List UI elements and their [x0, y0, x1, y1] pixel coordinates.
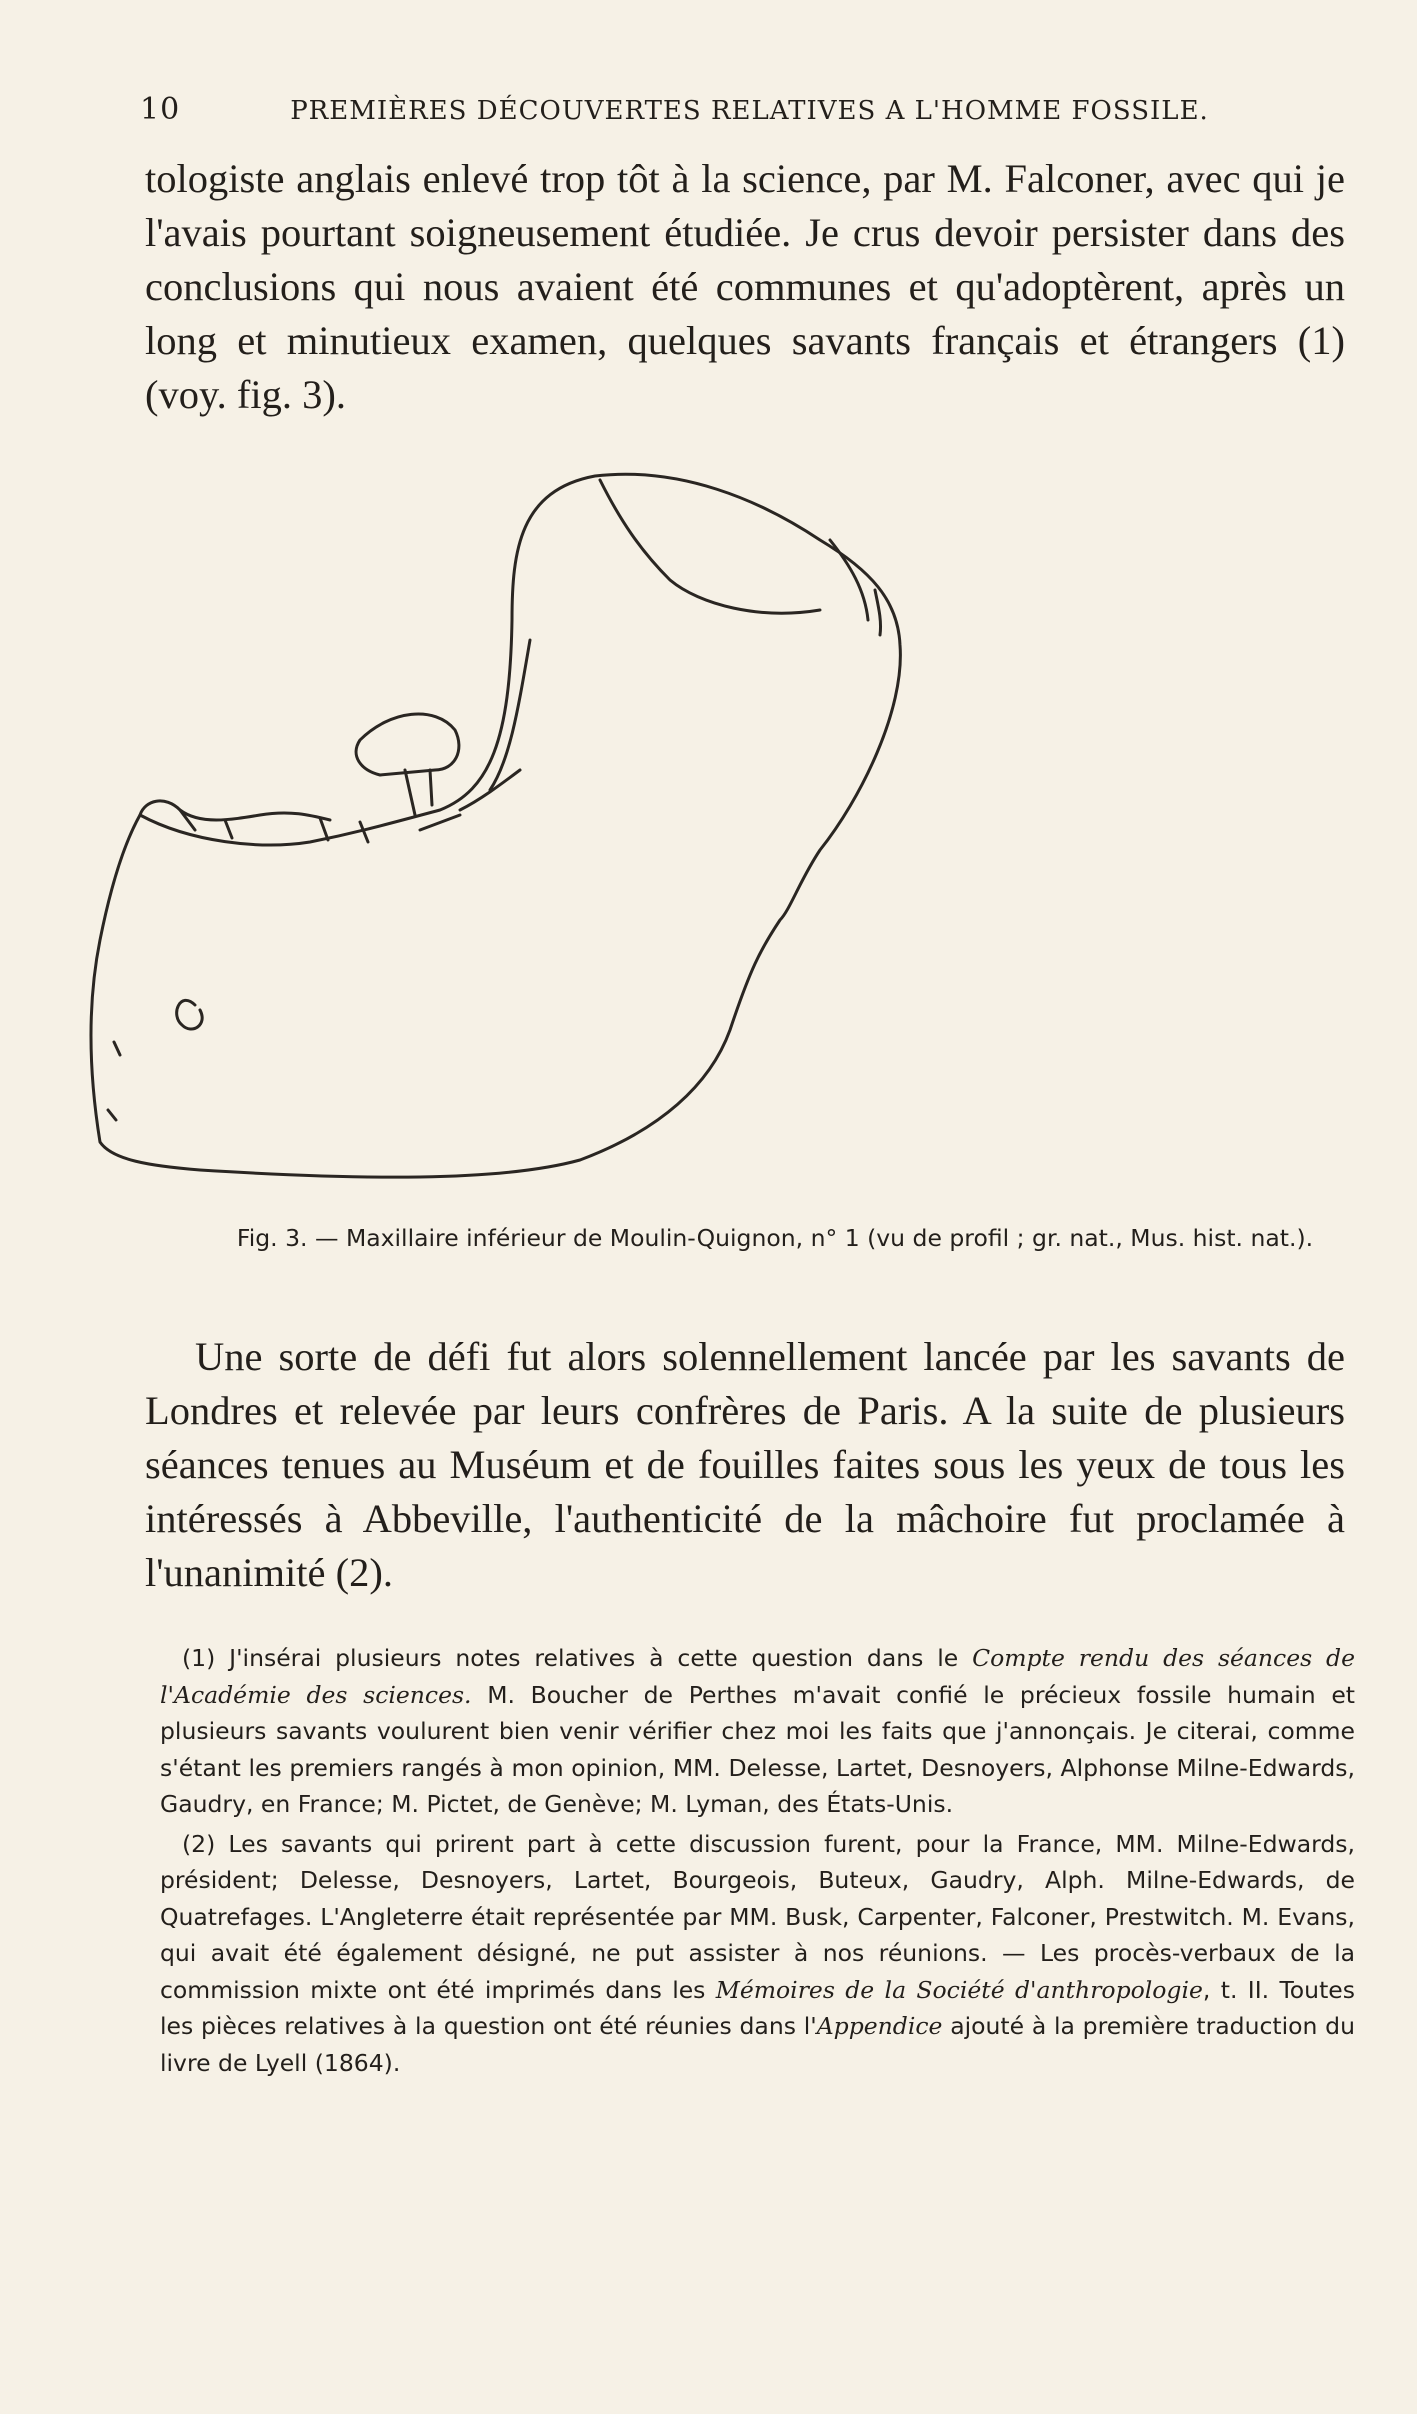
molar-1: [356, 714, 459, 775]
page-number: 10: [140, 92, 181, 127]
footnote-1-title: Compte rendu des séances de l'Académie des sciences.: [160, 1644, 1356, 1709]
footnotes: [160, 1640, 1355, 2084]
footnote-2-title-1: Mémoires de la Société d'anthropologie: [715, 1975, 1203, 2004]
symphysis-tick: [108, 1042, 120, 1120]
paragraph-1: tologiste anglais enlevé trop tôt à la science, par M. Falconer, avec qui je l'avais pourtant soigneusement étudiée. Je crus devoir persister dans des conclusions qui nous avaient été communes et qu'adoptèrent, après un long et minutieux examen, quelques savants français et étrangers (1) (voy. fig. 3).: [145, 156, 1345, 417]
coronoid-notch: [600, 480, 820, 613]
molar-1-root: [405, 770, 432, 815]
jaw-drawing-figure: [60, 470, 1400, 1190]
figure-caption: Fig. 3. — Maxillaire inférieur de Moulin-Quignon, n° 1 (vu de profil ; gr. nat., Mus. hist. nat.).: [236, 1224, 1314, 1252]
condyle-line: [830, 540, 868, 620]
angle-tick: [875, 590, 881, 635]
jaw-outline: [91, 474, 900, 1177]
paragraph-2: Une sorte de défi fut alors solennellement lancée par les savants de Londres et relevée par leurs confrères de Paris. A la suite de plusieurs séances tenues au Muséum et de fouilles faites sous les yeux de tous les intéressés à Abbeville, l'authenticité de la mâchoire fut proclamée à l'unanimité (2).: [145, 1334, 1345, 1595]
mental-foramen: [177, 1000, 202, 1029]
tooth-row-anterior: [140, 801, 330, 820]
footnote-2: (2) Les savants qui prirent part à cette discussion furent, pour la France, MM. Milne-Edwards, président; Delesse, Desnoyers, Lartet, Bourgeois, Buteux, Gaudry, Alph. Milne-Edwards, de Quatrefages. L'Angleterre était représentée par MM. Busk, Carpenter, Falconer, Prestwitch. M. Evans, qui avait été également désigné, ne put assister à nos réunions. — Les procès-verbaux de la commission mixte ont été imprimés dans les Mémoires de la Société d'anthropologie, t. II. Toutes les pièces relatives à la question ont été réunies dans l'Appendice ajouté à la première traduction du livre de Lyell (1864).: [160, 1829, 1355, 2077]
footnote-2-title-2: Appendice: [816, 2012, 943, 2040]
footnote-1: (1) J'insérai plusieurs notes relatives à cette question dans le Compte rendu des séances de l'Académie des sciences. M. Boucher de Perthes m'avait confié le précieux fossile humain et plusieurs savants voulurent bien venir vérifier chez moi les faits que j'annonçais. Je citerai, comme s'étant les premiers rangés à mon opinion, MM. Delesse, Lartet, Desnoyers, Alphonse Milne-Edwards, Gaudry, en France; M. Pictet, de Genève; M. Lyman, des États-Unis.: [160, 1644, 1356, 1818]
running-head: [140, 92, 1260, 127]
running-title: PREMIÈRES DÉCOUVERTES RELATIVES A L'HOMME FOSSILE.: [290, 96, 1209, 126]
